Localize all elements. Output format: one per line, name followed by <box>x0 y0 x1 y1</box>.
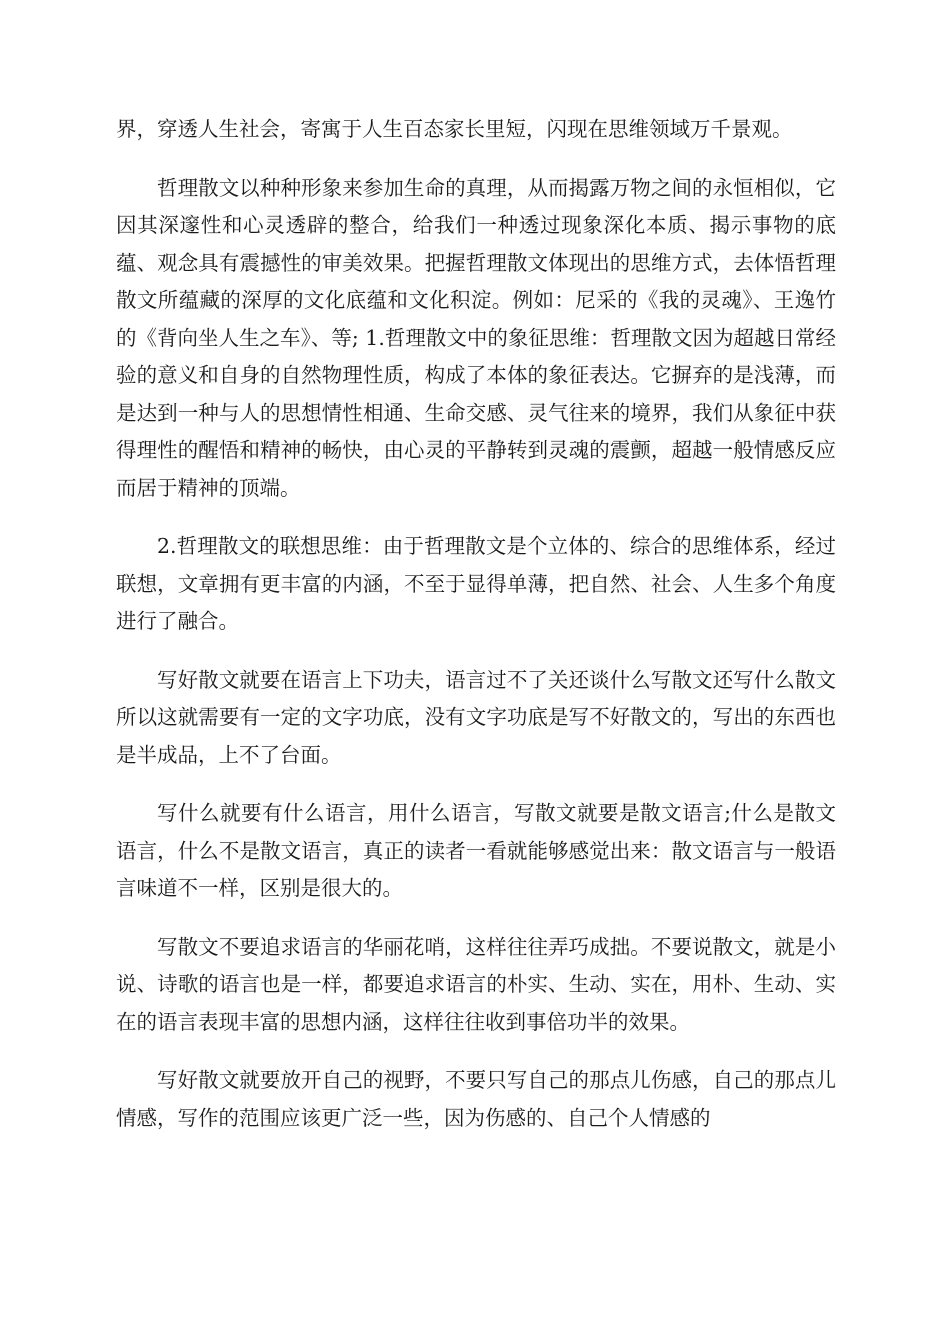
paragraph-7: 写好散文就要放开自己的视野，不要只写自己的那点儿伤感，自己的那点儿情感，写作的范围应该更广泛一些，因为伤感的、自己个人情感的 <box>116 1068 836 1130</box>
paragraph-4: 写好散文就要在语言上下功夫，语言过不了关还谈什么写散文还写什么散文所以这就需要有一定的文字功底，没有文字功底是写不好散文的，写出的东西也是半成品，上不了台面。 <box>116 667 836 767</box>
paragraph-3: 2.哲理散文的联想思维：由于哲理散文是个立体的、综合的思维体系，经过联想，文章拥有更丰富的内涵，不至于显得单薄，把自然、社会、人生多个角度进行了融合。 <box>116 534 836 633</box>
document-page <box>116 111 836 1158</box>
paragraph-1: 界，穿透人生社会，寄寓于人生百态家长里短，闪现在思维领域万千景观。 <box>116 117 793 141</box>
paragraph-6: 写散文不要追求语言的华丽花哨，这样往往弄巧成拙。不要说散文，就是小说、诗歌的语言也是一样，都要追求语言的朴实、生动、实在，用朴、生动、实在的语言表现丰富的思想内涵，这样往往收到事倍功半的效果。 <box>116 934 836 1034</box>
paragraph-2: 哲理散文以种种形象来参加生命的真理，从而揭露万物之间的永恒相似，它因其深邃性和心灵透辟的整合，给我们一种透过现象深化本质、揭示事物的底蕴、观念具有震撼性的审美效果。把握哲理散文体现出的思维方式，去体悟哲理散文所蕴藏的深厚的文化底蕴和文化积淀。例如：尼采的《我的灵魂》、王逸竹的《背向坐人生之车》、等; 1.哲理散文中的象征思维：哲理散文因为超越日常经验的意义和自身的自然物理性质，构成了本体的象征表达。它摒弃的是浅薄，而是达到一种与人的思想情性相通、生命交感、灵气往来的境界，我们从象征中获得理性的醒悟和精神的畅快，由心灵的平静转到灵魂的震颤，超越一般情感反应而居于精神的顶端。 <box>116 175 836 500</box>
paragraph-5: 写什么就要有什么语言，用什么语言，写散文就要是散文语言;什么是散文语言，什么不是散文语言，真正的读者一看就能够感觉出来：散文语言与一般语言味道不一样，区别是很大的。 <box>116 801 836 900</box>
